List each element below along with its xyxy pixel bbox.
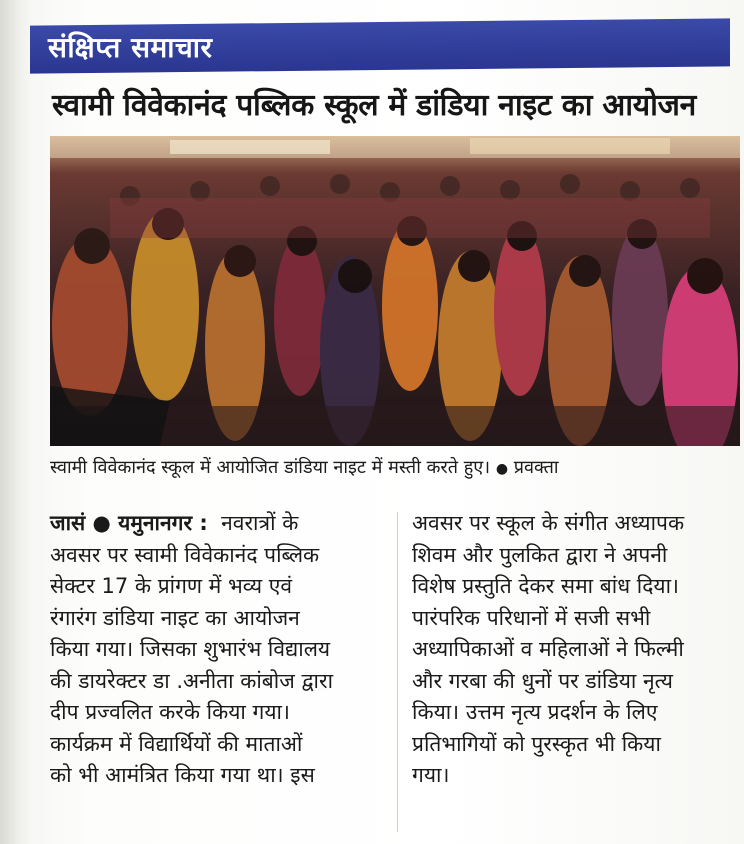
article-line: अवसर पर स्वामी विवेकानंद पब्लिक: [50, 542, 320, 567]
article-line: को भी आमंत्रित किया गया था। इस: [50, 763, 315, 787]
article-line: किया। उत्तम नृत्य प्रदर्शन के लिए: [412, 700, 658, 724]
article-line: दीप प्रज्वलित करके किया गया।: [50, 700, 290, 724]
article-body-right-column: [412, 508, 742, 792]
caption-text: स्वामी विवेकानंद स्कूल में आयोजित डांडिया नाइट में मस्ती करते हुए।: [50, 457, 491, 478]
article-line: और गरबा की धुनों पर डांडिया नृत्य: [412, 668, 673, 693]
article-line: पारंपरिक परिधानों में सजी सभी: [412, 605, 651, 630]
article-line: रंगारंग डांडिया नाइट का आयोजन: [50, 605, 300, 630]
dandiya-night-photo: [50, 136, 740, 446]
article-headline: स्वामी विवेकानंद पब्लिक स्कूल में डांडिया नाइट का आयोजन: [52, 88, 696, 123]
dateline: जासं ● यमुनानगर :: [50, 511, 208, 535]
section-banner-title: संक्षिप्त समाचार: [48, 31, 213, 64]
article-line: प्रतिभागियों को पुरस्कृत भी किया: [412, 731, 661, 756]
photo-caption: [50, 455, 740, 479]
article-text: नवरात्रों के: [221, 511, 299, 535]
page-edge: [0, 0, 30, 844]
article-line: विशेष प्रस्तुति देकर समा बांध दिया।: [412, 574, 679, 598]
column-divider: [397, 512, 398, 832]
article-line: गया।: [412, 763, 450, 787]
caption-credit: प्रवक्ता: [513, 457, 559, 478]
article-body-left-column: [50, 508, 390, 792]
article-line: शिवम और पुलकित द्वारा ने अपनी: [412, 542, 668, 567]
article-line: की डायरेक्टर डा .अनीता कांबोज द्वारा: [50, 668, 334, 693]
article-line: सेक्टर 17 के प्रांगण में भव्य एवं: [50, 574, 293, 598]
article-line: कार्यक्रम में विद्यार्थियों की माताओं: [50, 731, 303, 756]
crowd-photo-illustration: [50, 136, 740, 446]
article-line: किया गया। जिसका शुभारंभ विद्यालय: [50, 637, 331, 661]
article-line: [50, 508, 390, 540]
article-line: अवसर पर स्कूल के संगीत अध्यापक: [412, 511, 685, 535]
caption-bullet: ●: [495, 461, 509, 477]
article-line: अध्यापिकाओं व महिलाओं ने फिल्मी: [412, 637, 684, 661]
